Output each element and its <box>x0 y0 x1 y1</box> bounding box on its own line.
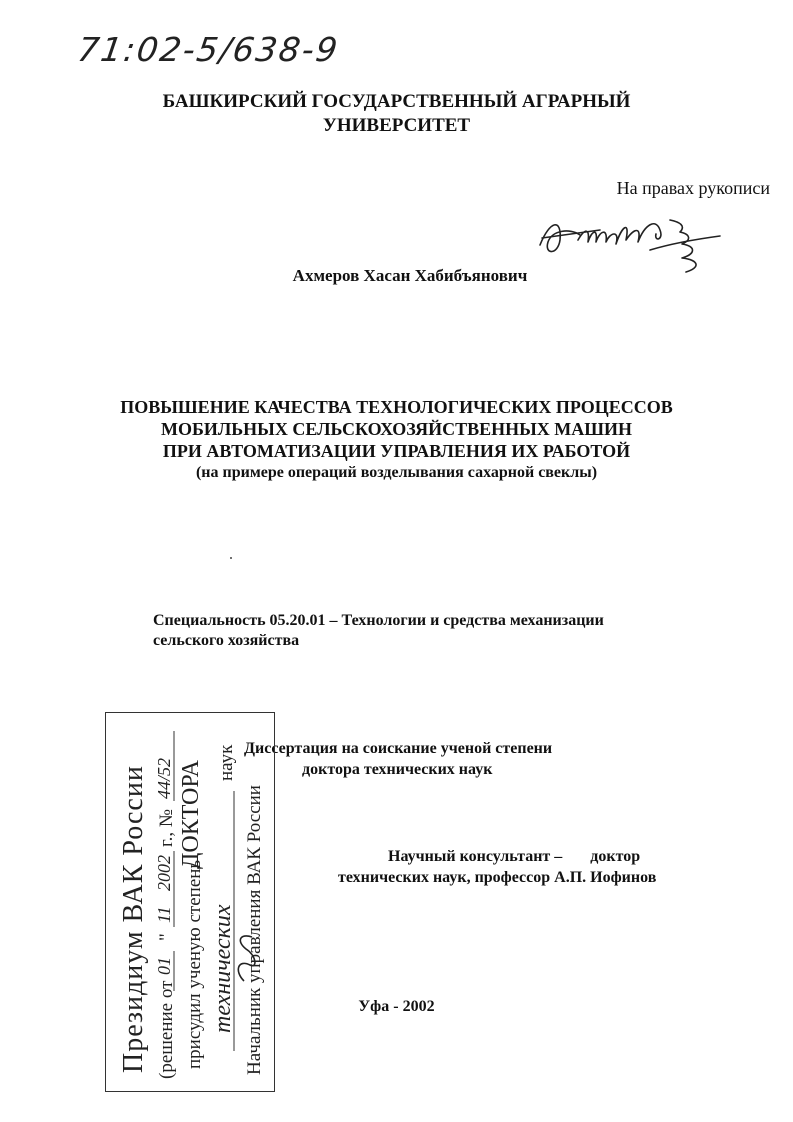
specialty-line-1: Специальность 05.20.01 – Технологии и средства механизации <box>153 612 604 629</box>
stamp-line-sciences: наук <box>216 744 237 781</box>
specialty <box>153 611 713 651</box>
stamp-decision-mid: г., № <box>156 808 177 847</box>
specialty-line-2: сельского хозяйства <box>153 632 300 649</box>
stamp-decision-year: 2002 <box>154 855 174 891</box>
scan-speck <box>230 557 232 559</box>
university-line-1: БАШКИРСКИЙ ГОСУДАРСТВЕННЫЙ АГРАРНЫЙ <box>162 91 631 112</box>
stamp-decision-number: 44/52 <box>154 757 174 799</box>
title-subtitle: (на примере операций возделывания сахарной свеклы) <box>195 464 598 481</box>
scientific-consultant <box>338 846 738 888</box>
stamp-line-decision-prefix: (решение от <box>156 980 177 1079</box>
stamp-line-awarded: присудил ученую степень <box>184 859 205 1069</box>
handwritten-archive-code: 71:02-5/638-9 <box>75 30 342 69</box>
city-year: Уфа - 2002 <box>358 998 435 1015</box>
stamp-handwritten-technical: технических <box>210 904 236 1033</box>
stamp-quote-mark: " <box>156 933 177 941</box>
stamp-line-head: Начальник управления ВАК России <box>244 785 265 1075</box>
title-line-1: ПОВЫШЕНИЕ КАЧЕСТВА ТЕХНОЛОГИЧЕСКИХ ПРОЦЕССОВ <box>120 397 673 417</box>
author-name: Ахмеров Хасан Хабибъянович <box>292 266 528 285</box>
university-line-2: УНИВЕРСИТЕТ <box>322 115 471 136</box>
stamp-decision-month: 11 <box>154 906 174 923</box>
consultant-line-1: Научный консультант – доктор <box>388 848 641 865</box>
stamp-decision-day: 01 <box>154 957 174 975</box>
stamp-line-presidium: Президиум ВАК России <box>118 765 149 1073</box>
university-name <box>0 90 793 138</box>
manuscript-rights-note: На правах рукописи <box>616 178 770 198</box>
dissertation-degree <box>244 738 644 780</box>
title-line-2: МОБИЛЬНЫХ СЕЛЬСКОХОЗЯЙСТВЕННЫХ МАШИН <box>160 419 633 439</box>
vak-stamp-graphic <box>106 713 274 1091</box>
dissertation-line-2: доктора технических наук <box>302 761 493 778</box>
title-line-3: ПРИ АВТОМАТИЗАЦИИ УПРАВЛЕНИЯ ИХ РАБОТОЙ <box>162 441 631 461</box>
dissertation-title <box>40 396 753 484</box>
vak-stamp <box>105 712 275 1092</box>
consultant-line-2: технических наук, профессор А.П. Иофинов <box>338 869 657 886</box>
dissertation-line-1: Диссертация на соискание ученой степени <box>244 740 553 757</box>
stamp-degree-doctor: ДОКТОРА <box>178 760 204 869</box>
